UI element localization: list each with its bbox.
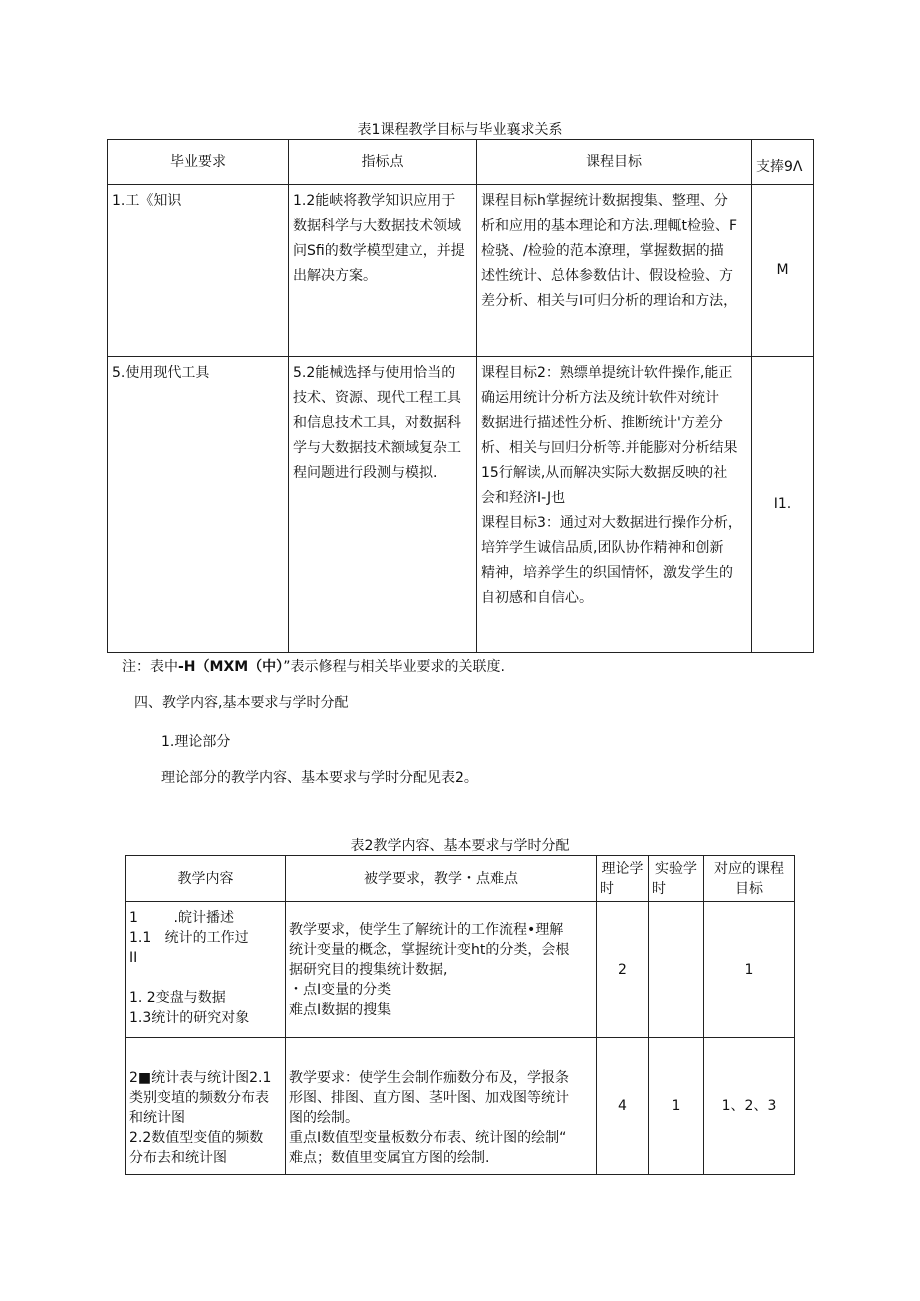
text-line: 对应的课程 [714,860,784,877]
text-line: 自初感和自信心。 [481,590,593,606]
text-line: 1.1 统计的工作过 [129,930,249,946]
text-line: 类别变埴的频数分布表 [129,1090,269,1106]
cell-goal: 1、2、3 [704,1038,795,1175]
header-theory-hours [597,856,649,902]
text-line: 程问题进行段测与模拟. [293,465,438,481]
text-line: 学与大数据技术额域复杂工 [293,440,461,456]
text-line: 述性统计、总体参数估计、假设检验、方 [481,268,733,284]
text-line: 出解决方案。 [293,268,377,284]
text-line: 据研究目的搜集统计数据, [289,961,448,978]
table-row [126,902,795,1038]
cell-lab-hours: 1 [649,1038,704,1175]
section-heading: 四、教学内容,基本要求与学时分配 [134,695,349,711]
text-line: 和统计图 [129,1110,185,1126]
note-suffix: ”表示修程与相关毕业要求的关联度. [283,659,505,675]
table-row [126,1038,795,1175]
text-line: 图的绘制。 [289,1110,359,1126]
text-line: 难点I数据的搜集 [289,1001,392,1018]
text-line: 2.2数值型变值的频数 [129,1130,264,1146]
cell-goal: 1 [704,902,795,1038]
text-line: 培笄学生诚信品质,团队协作精神和创新 [481,540,724,556]
text-line: 数据科学与大数据技术领域 [293,218,461,234]
cell-theory-hours: 4 [597,1038,649,1175]
text-line: 形图、排图、直方图、茎叶图、加戏图等统计 [289,1090,569,1106]
text-line: 检骁、/检验的范本潦理，掌握数据的描 [481,243,724,259]
text-line: 1.3统计的研究对象 [129,1010,250,1026]
cell-requirement: 5.使用现代工具 [108,357,289,653]
text-line: 1.2能峡将教学知识应用于 [293,193,456,209]
cell-theory-hours: 2 [597,902,649,1038]
table2-caption: 表2教学内容、基本要求与学时分配 [350,838,570,854]
header-indicator: 指标点 [289,140,477,185]
header-goal [704,856,795,902]
cell-indicator [289,185,477,357]
table1-caption: 表1课程教学目标与毕业襄求关系 [357,122,563,138]
table-row [108,357,814,653]
text-line: 目标 [735,880,763,897]
text-line: 理论学 [601,860,644,877]
text-line: 1 .皖计播述 [129,910,234,926]
body-paragraph: 理论部分的教学内容、基本要求与学时分配见表2。 [161,770,478,786]
text-line: 统计变量的概念，掌握统计变ht的分类，会根 [289,941,570,958]
table-goals-requirements [107,139,814,653]
header-support: 支捧9Λ [752,140,814,185]
text-line: 时 [600,880,614,897]
text-line: 确运用统计分析方法及统计软件对统计 [481,390,719,406]
header-content: 教学内容 [126,856,286,902]
text-line: 15行解读,从而解决实际大数据反映的社 [481,465,728,481]
table-header-row [126,856,795,902]
cell-support: M [752,185,814,357]
text-line: 和信息技术工具，对数据科 [293,415,461,431]
text-line: 差分析、相关与I可归分析的理诒和方法， [481,293,738,309]
cell-requirement: 1.工《知识 [108,185,289,357]
cell-content [126,902,286,1038]
cell-requirements [286,1038,597,1175]
text-line: 析、相关与回归分析等.并能膨对分析结果 [481,440,738,456]
text-line: 问Sfi的数学模型建立，并提 [293,243,465,259]
table-header-row [108,140,814,185]
text-line: 课程目标h掌握统计数据搜集、整理、分 [481,193,728,209]
text-line: 难点；数值里变属宜方图的绘制. [289,1150,490,1166]
cell-indicator [289,357,477,653]
blank-line [129,968,282,988]
header-requirements: 被学要求，教学・点难点 [286,856,597,902]
cell-lab-hours [649,902,704,1038]
text-line: 技术、资源、现代工程工具 [293,390,461,406]
cell-content [126,1038,286,1175]
text-line: 时 [652,880,666,897]
text-line: 数据进行描述性分析、推断统计'方差分 [481,415,723,431]
subsection-heading: 1.理论部分 [161,734,231,750]
header-course-goal: 课程目标 [477,140,752,185]
note-bold: -H（MXM（中） [178,659,284,675]
text-line: 分布去和统计图 [129,1150,227,1166]
cell-course-goal [477,185,752,357]
cell-support: I1. [752,357,814,653]
text-line: ・点I变量的分类 [289,981,392,998]
note-prefix: 注：表中 [122,659,178,675]
table-content-hours [125,855,795,1175]
text-line: 2■统计表与统计图2.1 [129,1070,272,1086]
table-note [122,656,505,676]
text-line: 析和应用的基本理论和方法.理輒t检验、F [481,218,737,234]
text-line: 精神，培养学生的织国情怀，激发学生的 [481,565,733,581]
text-line: 课程目标3：通过对大数据进行操作分析， [481,515,742,531]
text-line: 课程目标2：熟缥单提统计软件操作,能正 [481,365,733,381]
text-line: 教学要求：使学生会制作痂数分布及，学报条 [289,1070,569,1086]
text-line: 1. 2变盘与数据 [129,990,226,1006]
text-line: 会和羟济I-J也 [481,490,566,506]
text-line: II [129,950,138,966]
text-line: 教学要求，使学生了解统计的工作流程•理解 [289,921,564,938]
text-line: 5.2能械选择与使用恰当的 [293,365,456,381]
text-line: 重点I数值型变量板数分布表、统计图的绘制“ [289,1130,567,1146]
cell-course-goal [477,357,752,653]
text-line: 实验学 [655,860,697,877]
header-lab-hours [649,856,704,902]
cell-requirements [286,902,597,1038]
table-row [108,185,814,357]
header-requirement: 毕业要求 [108,140,289,185]
